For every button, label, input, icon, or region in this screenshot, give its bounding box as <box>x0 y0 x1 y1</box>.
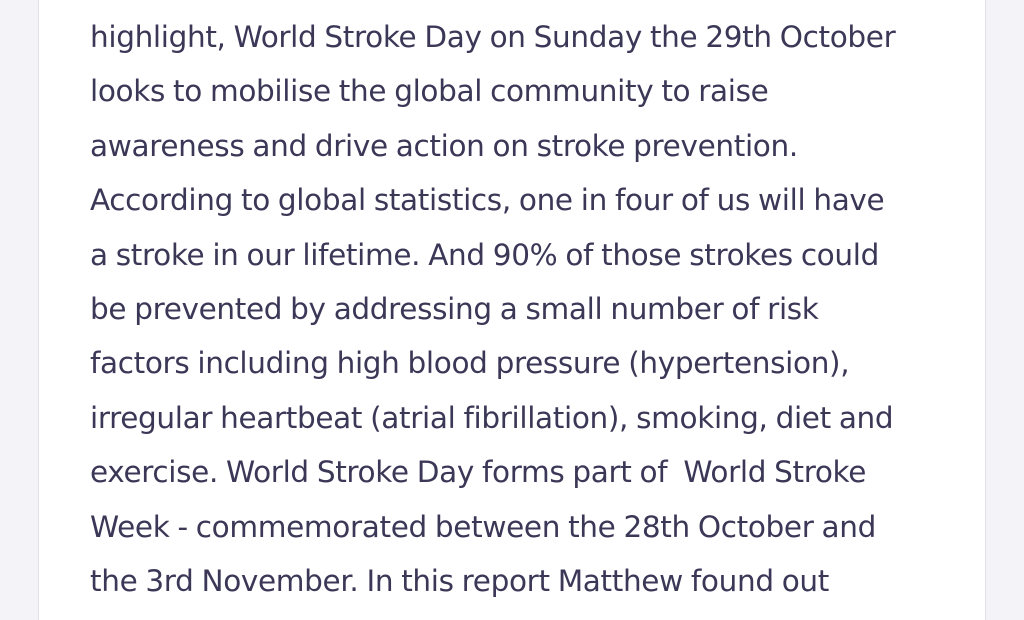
article-line: the 3rd November. In this report Matthew found out <box>90 563 829 598</box>
article-line: be prevented by addressing a small number of risk <box>90 291 819 326</box>
article-line: Week - commemorated between the 28th October and <box>90 509 876 544</box>
article-line: a stroke in our lifetime. And 90% of those strokes could <box>90 237 879 272</box>
article-line: highlight, World Stroke Day on Sunday the 29th October <box>90 20 896 54</box>
article-card <box>38 0 986 620</box>
article-line: awareness and drive action on stroke prevention. <box>90 128 798 163</box>
article-line: exercise. World Stroke Day forms part of World Stroke <box>90 455 867 490</box>
article-line: looks to mobilise the global community to raise <box>90 74 769 109</box>
article-body <box>90 10 970 608</box>
article-line: factors including high blood pressure (hypertension), <box>90 346 850 381</box>
article-line: irregular heartbeat (atrial fibrillation), smoking, diet and <box>90 400 894 435</box>
article-line: According to global statistics, one in four of us will have <box>90 183 885 218</box>
